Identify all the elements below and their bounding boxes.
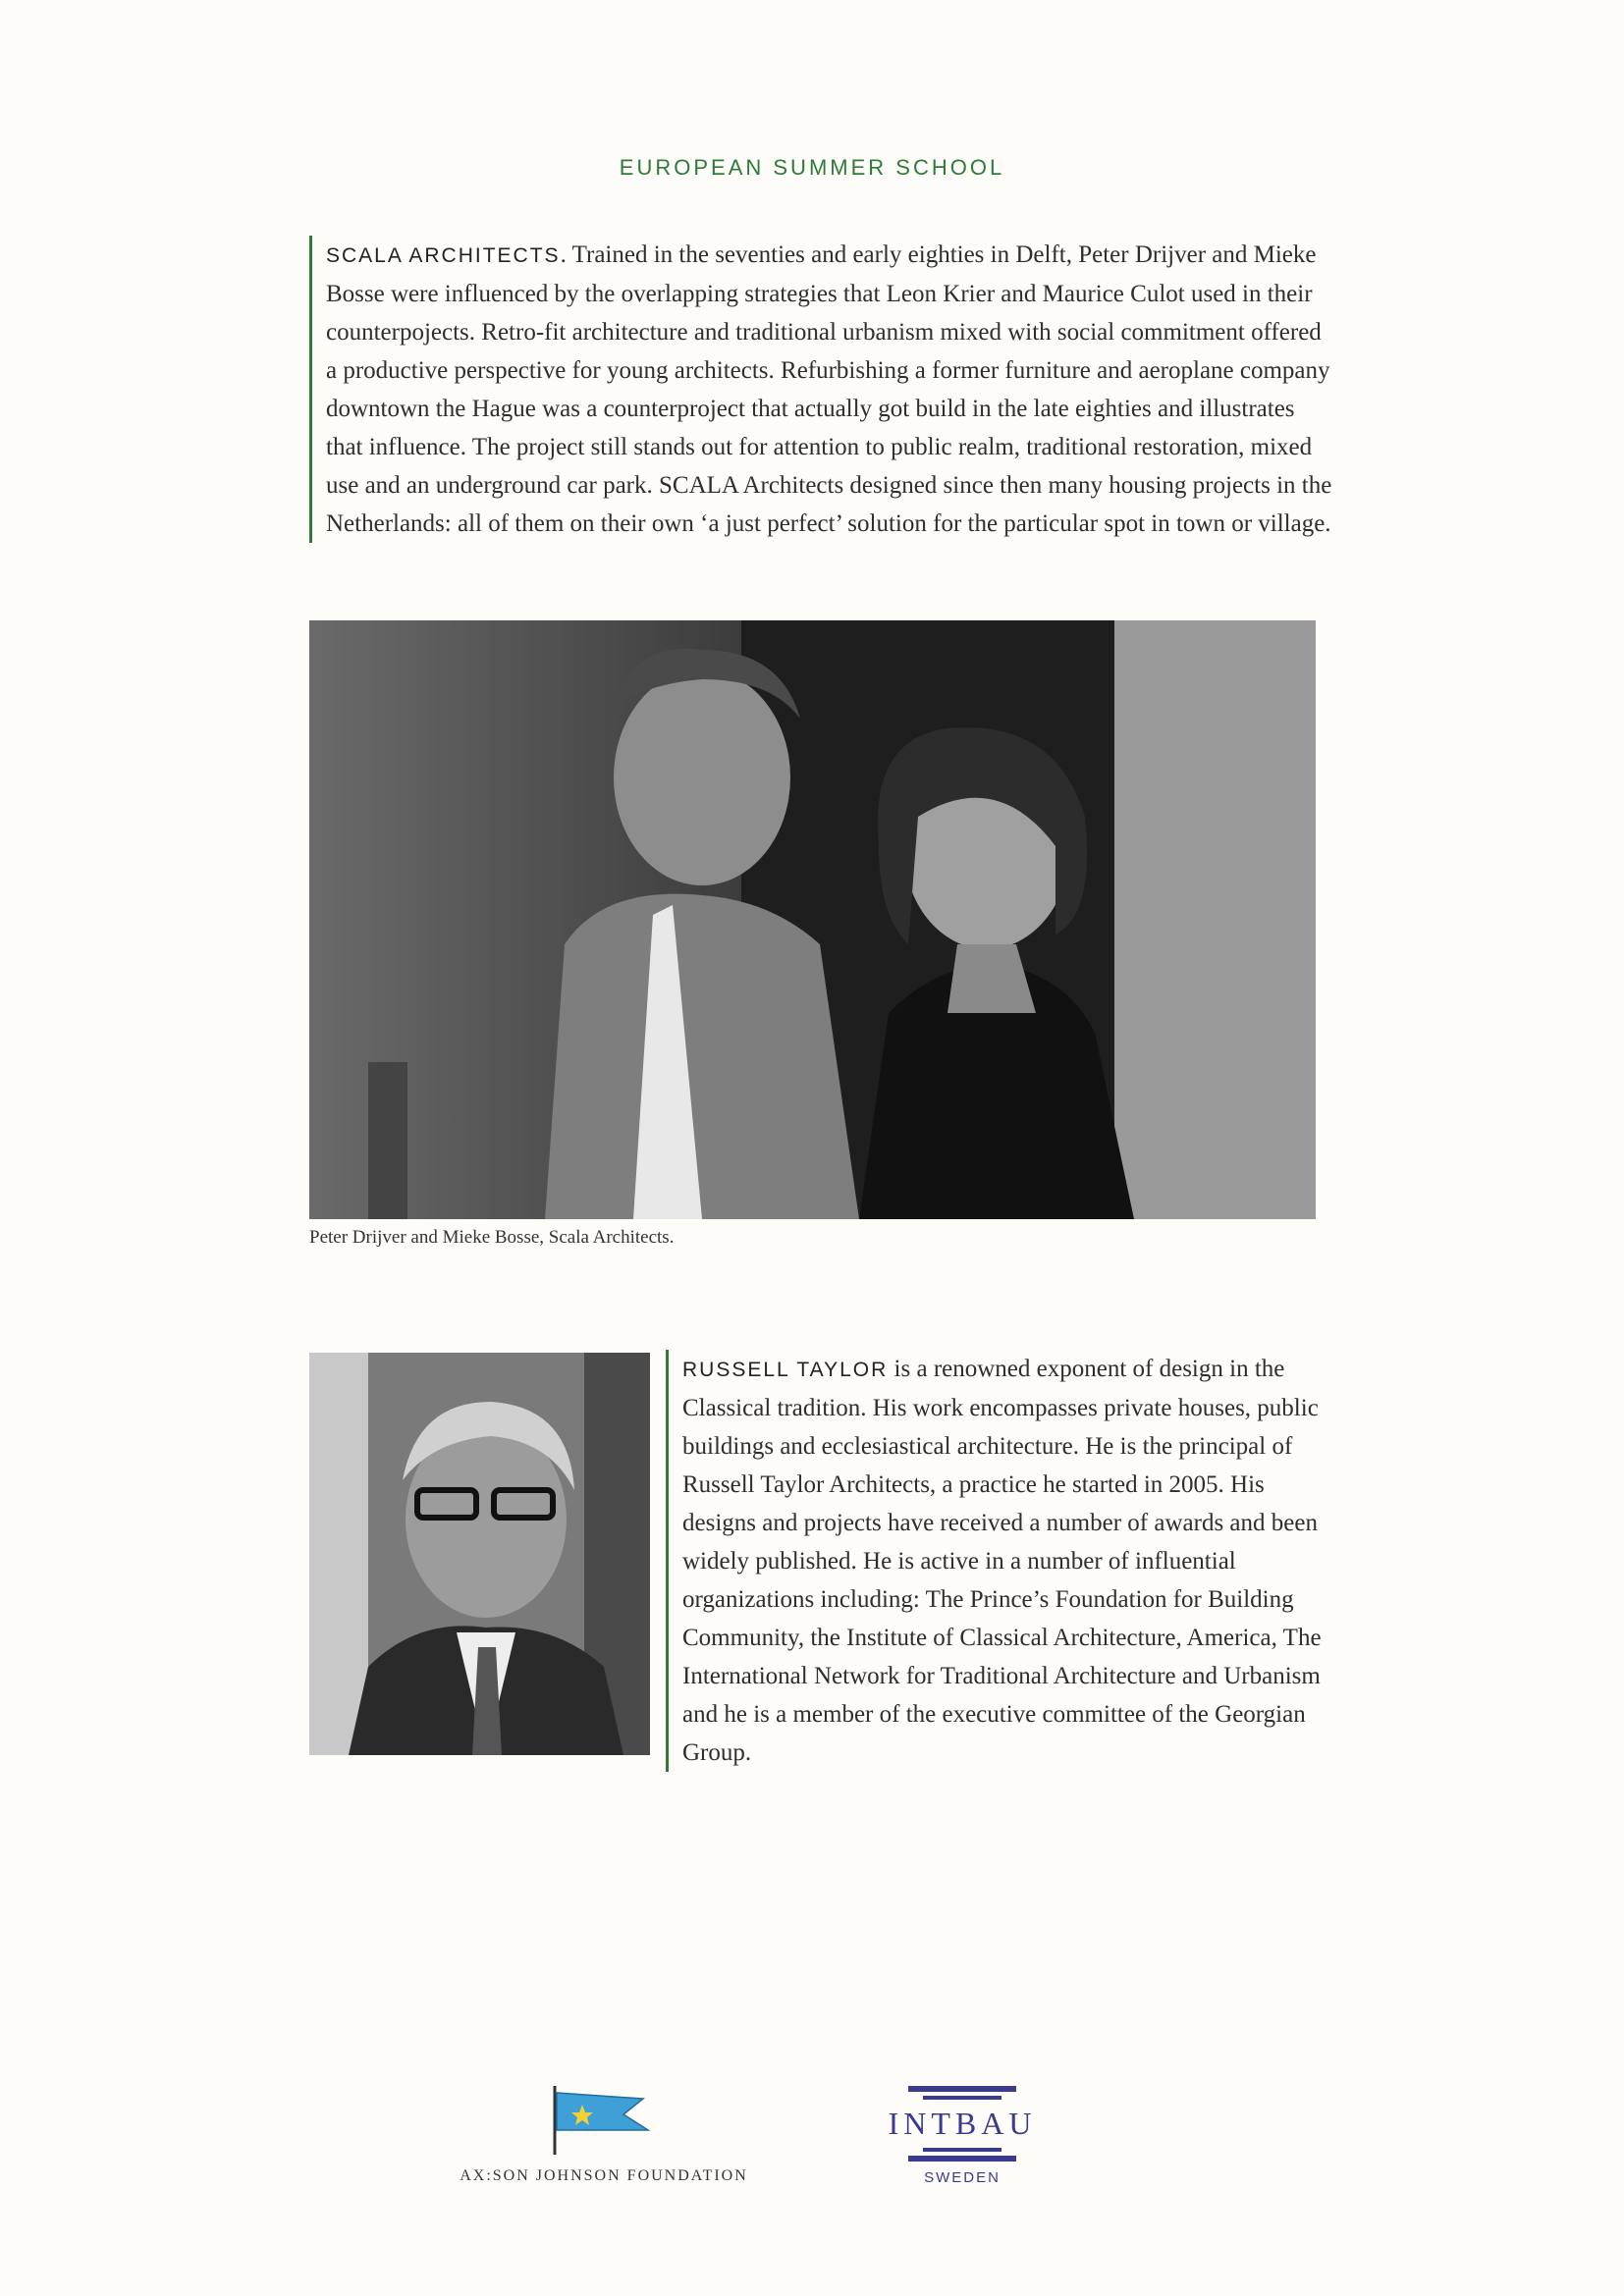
intbau-mark: INTBAU [888,2106,1037,2141]
intbau-logo [864,2086,1060,2186]
scala-text: . Trained in the seventies and early eighties in Delft, Peter Drijver and Mieke Bosse were influenced by the overlapping strategies that Leon Krier and Maurice Culot used in their counterpojects. Retro-fit architecture and traditional urbanism mixed with social commitment offered a productive perspective for young architects. Refurbishing a former furniture and aeroplane company downtown the Hague was a counterproject that actually got build in the late eighties and illustrates that influence. The project still stands out for attention to public realm, traditional restoration, mixed use and an underground car park. SCALA Architects designed since then many housing projects in the Netherlands: all of them on their own ‘a just perfect’ solution for the particular spot in town or village. [326,241,1332,537]
flag-icon [545,2081,663,2160]
axson-johnson-logo [422,2081,785,2185]
russell-text: is a renowned exponent of design in the Classical tradition. His work encompasses private houses, public buildings and ecclesiastical architecture. He is the principal of Russell Taylor Architects, a practice he started in 2005. His designs and projects have received a number of awards and been widely published. He is active in a number of influential organizations including: The Prince’s Foundation for Building Community, the Institute of Classical Architecture, America, The International Network for Traditional Architecture and Urbanism and he is a member of the executive committee of the Georgian Group. [682,1356,1322,1766]
scala-architects-photo [309,620,1316,1219]
russell-taylor-bio [666,1350,1330,1772]
russell-taylor-photo [309,1353,650,1755]
scala-lead: SCALA ARCHITECTS [326,244,561,267]
page-header: EUROPEAN SUMMER SCHOOL [619,155,1005,180]
axson-johnson-label: AX:SON JOHNSON FOUNDATION [460,2167,748,2184]
scala-bio [309,236,1337,543]
scala-photo-caption: Peter Drijver and Mieke Bosse, Scala Architects. [309,1227,675,1248]
intbau-sweden-label: SWEDEN [924,2169,1001,2186]
russell-lead: RUSSELL TAYLOR [682,1359,889,1381]
